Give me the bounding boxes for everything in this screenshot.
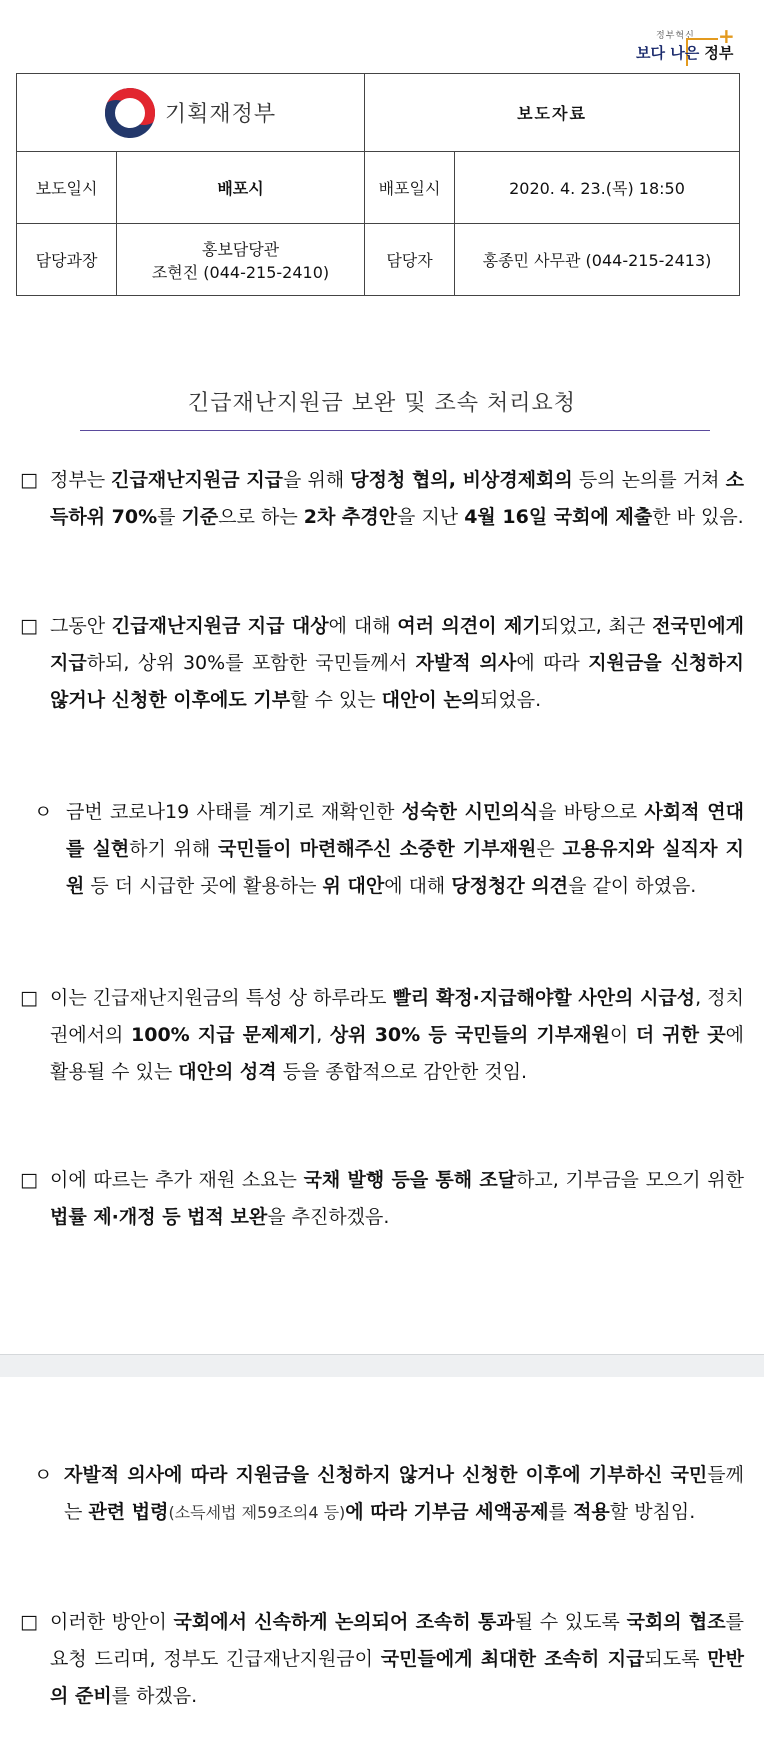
release-date-label: 보도일시	[17, 152, 117, 224]
brand-slogan: 보다 나은 정부	[636, 44, 734, 62]
ministry-name: 기획재정부	[164, 102, 277, 127]
paragraph-2: □ 그동안 긴급재난지원금 지급 대상에 대해 여러 의견이 제기되었고, 최근 전국민에게 지급하되, 상위 30%를 포함한 국민들께서 자발적 의사에 따라 지원금을 신청하지 않거나 신청한 이후에도 기부할 수 있는 대안이 논의되었음.	[20, 608, 744, 719]
box-bullet-icon: □	[20, 987, 38, 1009]
document-title: 긴급재난지원금 보완 및 조속 처리요청	[187, 391, 576, 416]
circle-bullet-icon: ㅇ	[34, 1464, 53, 1486]
brand-small-text: 정부혁신	[656, 31, 695, 41]
release-date-value: 배포시	[117, 152, 365, 224]
release-title: 보도자료	[365, 74, 740, 152]
distribution-date-label: 배포일시	[365, 152, 455, 224]
gov-innovation-logo	[628, 24, 738, 70]
distribution-date-value: 2020. 4. 23.(목) 18:50	[455, 152, 740, 224]
title-underline	[80, 430, 710, 431]
circle-bullet-icon: ㅇ	[34, 801, 53, 823]
box-bullet-icon: □	[20, 1611, 38, 1633]
paragraph-1: □ 정부는 긴급재난지원금 지급을 위해 당정청 협의, 비상경제회의 등의 논의를 거쳐 소득하위 70%를 기준으로 하는 2차 추경안을 지난 4월 16일 국회에 제출한 바 있음.	[20, 462, 744, 536]
manager-contact: 조현진 (044-215-2410)	[151, 262, 330, 282]
box-bullet-icon: □	[20, 615, 38, 637]
paragraph-3: ㅇ 금번 코로나19 사태를 계기로 재확인한 성숙한 시민의식을 바탕으로 사회적 연대를 실현하기 위해 국민들이 마련해주신 소중한 기부재원은 고용유지와 실직자 지원 등 더 시급한 곳에 활용하는 위 대안에 대해 당정청간 의견을 같이 하였음.	[34, 794, 744, 905]
ministry-logo	[17, 88, 364, 138]
paragraph-7: □ 이러한 방안이 국회에서 신속하게 논의되어 조속히 통과될 수 있도록 국회의 협조를 요청 드리며, 정부도 긴급재난지원금이 국민들에게 최대한 조속히 지급되도록 만반의 준비를 하겠음.	[20, 1604, 744, 1715]
paragraph-4: □ 이는 긴급재난지원금의 특성 상 하루라도 빨리 확정·지급해야할 사안의 시급성, 정치권에서의 100% 지급 문제제기, 상위 30% 등 국민들의 기부재원이 더 귀한 곳에 활용될 수 있는 대안의 성격 등을 종합적으로 감안한 것임.	[20, 980, 744, 1091]
ministry-logo-cell	[17, 74, 365, 152]
manager-value	[117, 224, 365, 296]
box-bullet-icon: □	[20, 1169, 38, 1191]
manager-dept: 홍보담당관	[201, 239, 280, 259]
page-break-divider	[0, 1354, 764, 1377]
press-release-header	[16, 73, 740, 296]
manager-label: 담당과장	[17, 224, 117, 296]
contact-person-label: 담당자	[365, 224, 455, 296]
taegeuk-emblem-icon	[105, 88, 155, 138]
contact-person-value: 홍종민 사무관 (044-215-2413)	[455, 224, 740, 296]
paragraph-6: ㅇ 자발적 의사에 따라 지원금을 신청하지 않거나 신청한 이후에 기부하신 국민들께는 관련 법령(소득세법 제59조의4 등)에 따라 기부금 세액공제를 적용할 방침임.	[34, 1457, 744, 1531]
box-bullet-icon: □	[20, 469, 38, 491]
paragraph-5: □ 이에 따르는 추가 재원 소요는 국채 발행 등을 통해 조달하고, 기부금을 모으기 위한 법률 제·개정 등 법적 보완을 추진하겠음.	[20, 1162, 744, 1236]
plus-icon: +	[718, 24, 735, 48]
